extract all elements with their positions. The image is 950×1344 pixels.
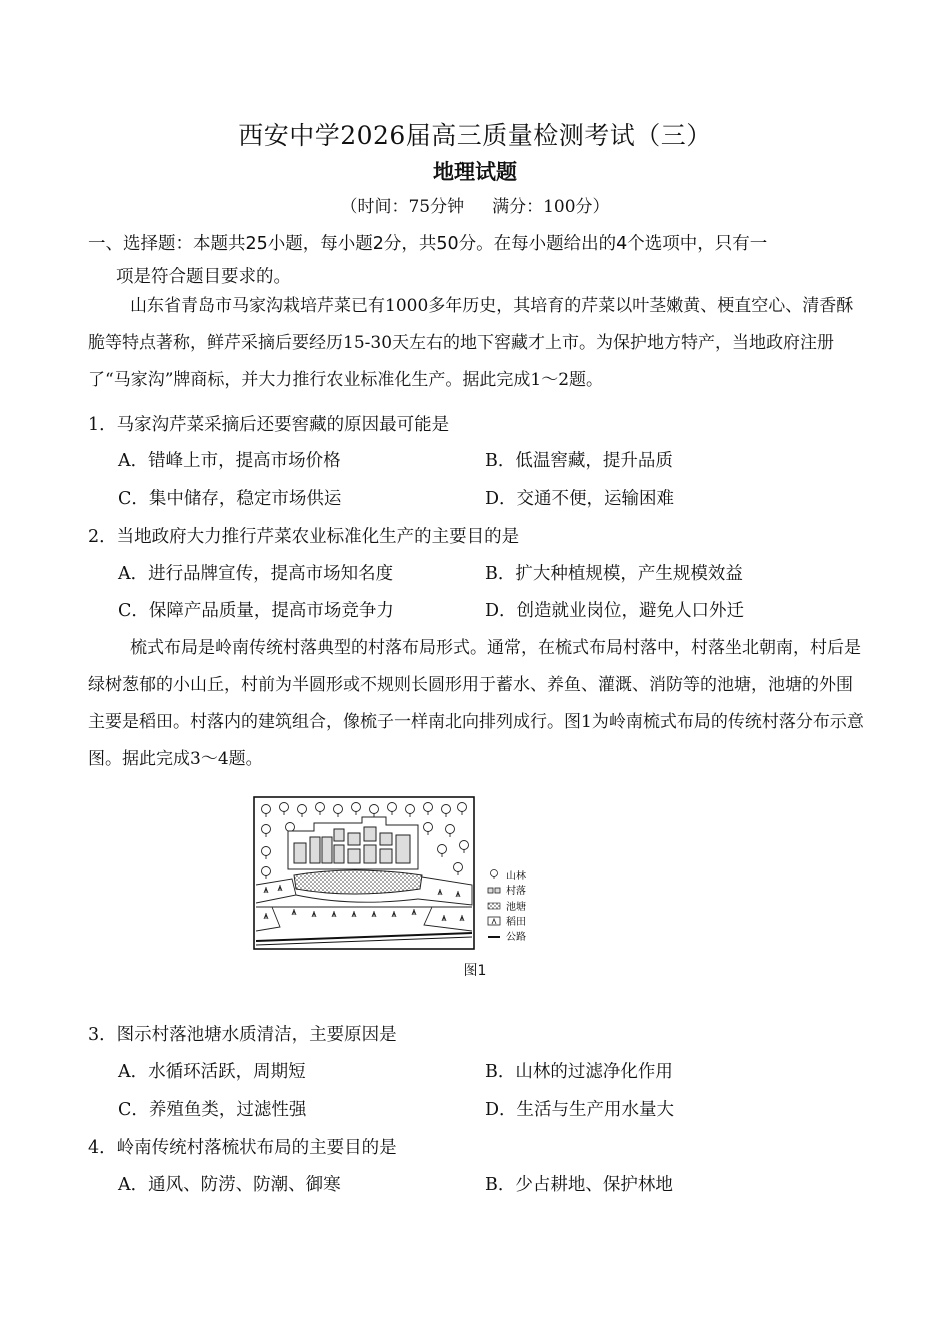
q4-option-b: B．少占耕地、保护林地 [485,1175,673,1195]
section-heading [88,228,864,294]
pond [294,870,422,894]
q2-option-c: C．保障产品质量，提高市场竞争力 [118,601,394,621]
legend-label: 村落 [506,886,526,897]
exam-subject: 地理试题 [433,159,517,184]
passage-1: 山东省青岛市马家沟栽培芹菜已有1000多年历史，其培育的芹菜以叶茎嫩黄、梗直空心、清香酥脆等特点著称，鲜芹采摘后要经历15-30天左右的地下窖藏才上市。为保护地方特产，当地政府注册了“马家沟”牌商标，并大力推行农业标准化生产。据此完成1～2题。 [88,296,854,390]
q1-option-d: D．交通不便，运输困难 [485,489,675,509]
legend-label: 池塘 [506,902,526,913]
question-2-stem: 2．当地政府大力推行芹菜农业标准化生产的主要目的是 [88,527,520,547]
legend-pond [488,903,500,909]
village-layout-figure [252,795,552,959]
exam-time: （时间：75分钟 [340,197,465,217]
q2-option-b: B．扩大种植规模，产生规模效益 [485,564,743,584]
q2-option-d: D．创造就业岗位，避免人口外迁 [485,601,745,621]
q1-option-a: A．错峰上市，提高市场价格 [118,451,341,471]
legend-label: 山林 [506,871,526,882]
q3-option-b: B．山林的过滤净化作用 [485,1062,673,1082]
q1-option-c: C．集中储存，稳定市场供运 [118,489,342,509]
legend-forest [491,870,498,880]
village-layout-map [252,795,552,955]
question-1-stem: 1．马家沟芹菜采摘后还要窖藏的原因最可能是 [88,415,450,435]
section-line-1: 一、选择题：本题共25小题，每小题2分，共50分。在每小题给出的4个选项中，只有一 [88,234,768,254]
exam-meta [0,192,950,217]
exam-score: 满分：100分） [492,197,610,217]
section-line-2: 项是符合题目要求的。 [116,267,291,287]
legend-label: 稻田 [506,917,526,928]
passage-2: 梳式布局是岭南传统村落典型的村落布局形式。通常，在梳式布局村落中，村落坐北朝南，村后是绿树葱郁的小山丘，村前为半圆形或不规则长圆形用于蓄水、养鱼、灌溉、消防等的池塘，池塘的外围主要是稻田。村落内的建筑组合，像梳子一样南北向排列成行。图1为岭南梳式布局的传统村落分布示意图。据此完成3～4题。 [88,638,864,769]
q4-option-a: A．通风、防涝、防潮、御寒 [118,1175,341,1195]
q2-option-a: A．进行品牌宣传，提高市场知名度 [118,564,394,584]
q3-option-a: A．水循环活跃，周期短 [118,1062,306,1082]
q3-option-d: D．生活与生产用水量大 [485,1100,675,1120]
q1-option-b: B．低温窖藏，提升品质 [485,451,673,471]
legend-label: 公路 [506,932,526,943]
figure-caption: 图1 [463,963,487,979]
exam-title: 西安中学2026届高三质量检测考试（三） [238,121,712,150]
legend-paddy [488,917,500,925]
map-legend [488,869,526,943]
question-3-stem: 3．图示村落池塘水质清洁，主要原因是 [88,1025,397,1045]
legend-village [488,888,500,893]
question-4-stem: 4．岭南传统村落梳状布局的主要目的是 [88,1138,397,1158]
q3-option-c: C．养殖鱼类，过滤性强 [118,1100,307,1120]
